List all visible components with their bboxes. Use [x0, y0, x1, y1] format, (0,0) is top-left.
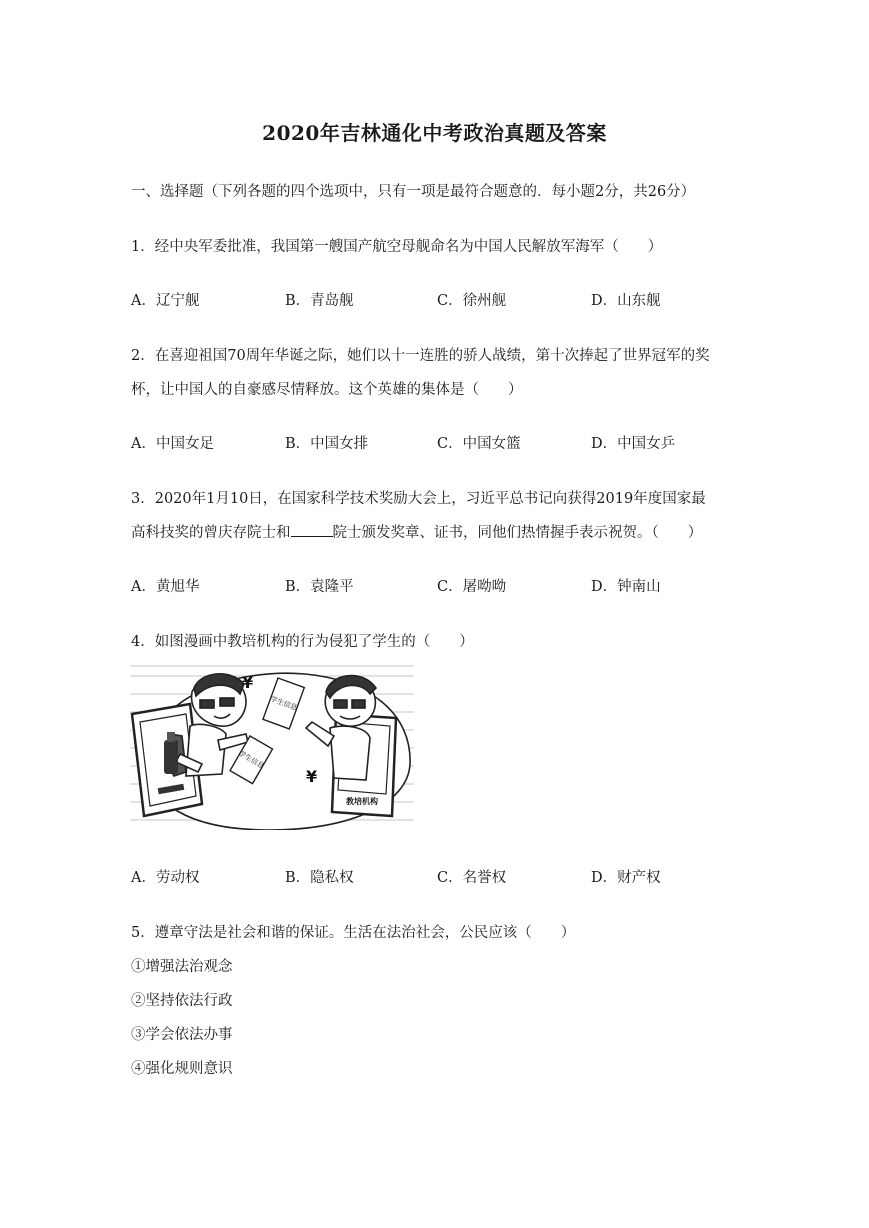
question-4-option-d: D．财产权: [591, 870, 661, 886]
question-5-stem: 5．遵章守法是社会和谐的保证。生活在法治社会，公民应该（ ）: [131, 925, 576, 941]
question-3-option-a: A．黄旭华: [131, 579, 200, 595]
question-3-option-b: B．袁隆平: [285, 579, 354, 595]
question-5-item-2: ②坚持依法行政: [131, 993, 233, 1009]
question-2-option-a: A．中国女足: [131, 436, 214, 452]
question-2-option-c: C．中国女篮: [437, 436, 521, 452]
cartoon-illustration: [130, 664, 414, 830]
question-5-item-4: ④强化规则意识: [131, 1061, 233, 1077]
question-2-stem-line1: 2．在喜迎祖国70周年华诞之际，她们以十一连胜的骄人战绩，第十次捧起了世界冠军的奖: [131, 348, 710, 364]
doc-label-bottom: 学生信息: [237, 749, 266, 771]
phone-label: 教培机构: [346, 797, 378, 806]
question-3-stem-line1: 3．2020年1月10日，在国家科学技术奖励大会上，习近平总书记向获得2019年度国家最: [131, 491, 706, 507]
question-4-option-a: A．劳动权: [131, 870, 200, 886]
question-3-stem-line2: [131, 521, 702, 542]
section-heading: 一、选择题（下列各题的四个选项中，只有一项是最符合题意的．每小题2分，共26分）: [131, 184, 696, 200]
question-5-item-1: ①增强法治观念: [131, 959, 233, 975]
doc-label-top: 学生信息: [269, 694, 299, 713]
question-4-option-c: C．名誉权: [437, 870, 507, 886]
question-4-option-b: B．隐私权: [285, 870, 354, 886]
question-4-stem: 4．如图漫画中教培机构的行为侵犯了学生的（ ）: [131, 634, 474, 650]
answer-blank: [291, 524, 333, 537]
question-1-option-a: A．辽宁舰: [131, 293, 200, 309]
question-3-option-d: D．钟南山: [591, 579, 661, 595]
question-2-option-b: B．中国女排: [285, 436, 369, 452]
question-3-stem-line2-part1: 高科技奖的曾庆存院士和: [131, 525, 291, 541]
question-1-option-c: C．徐州舰: [437, 293, 507, 309]
yuan-symbol-top: ¥: [242, 673, 254, 692]
question-3-stem-line2-part2: 院士颁发奖章、证书，同他们热情握手表示祝贺。（ ）: [332, 525, 703, 541]
question-2-option-d: D．中国女乒: [591, 436, 676, 452]
yuan-symbol-bottom: ¥: [306, 767, 318, 786]
question-3-option-c: C．屠呦呦: [437, 579, 507, 595]
question-1-option-d: D．山东舰: [591, 293, 661, 309]
question-5-item-3: ③学会依法办事: [131, 1027, 233, 1043]
page-title: 2020年吉林通化中考政治真题及答案: [262, 121, 607, 145]
question-2-stem-line2: 杯，让中国人的自豪感尽情释放。这个英雄的集体是（ ）: [131, 382, 523, 398]
question-1-stem: 1．经中央军委批准，我国第一艘国产航空母舰命名为中国人民解放军海军（ ）: [131, 239, 663, 255]
question-1-option-b: B．青岛舰: [285, 293, 354, 309]
